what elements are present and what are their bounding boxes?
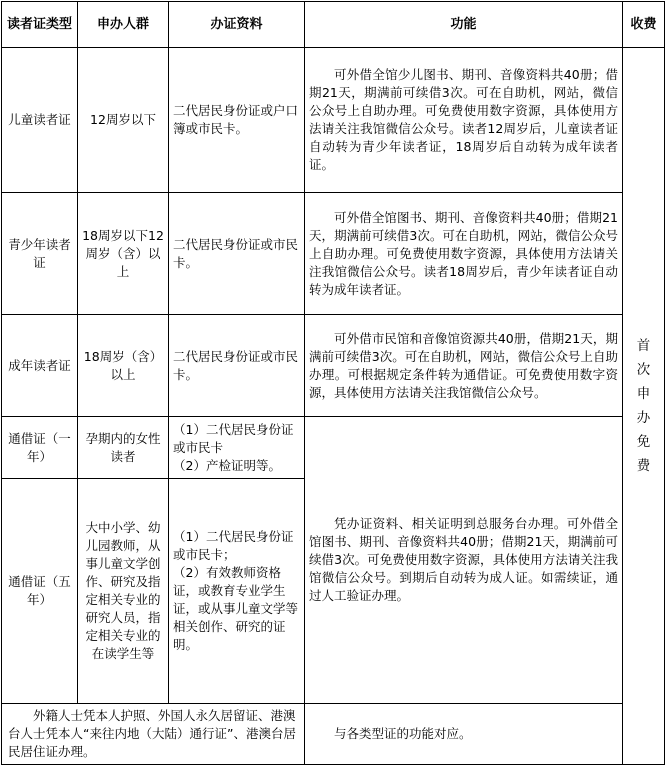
card-type-cell: 通借证（五年） [2,479,78,704]
foreigner-note-cell: 外籍人士凭本人护照、外国人永久居留证、港澳台人士凭本人“来往内地（大陆）通行证”、港澳台居民居住证办理。 [2,704,305,765]
reader-card-table [1,1,665,765]
materials-cell: 二代居民身份证或市民卡。 [169,193,305,315]
header-applicant-group: 申办人群 [78,2,169,48]
header-card-type: 读者证类型 [2,2,78,48]
materials-line: （2）产检证明等。 [173,457,281,473]
fee-text: 首次申办免费 [636,338,651,474]
header-materials: 办证资料 [169,2,305,48]
header-function: 功能 [305,2,623,48]
table-row [2,193,665,315]
function-cell: 可外借全馆图书、期刊、音像资料共40册；借期21天，期满前可续借3次。可在自助机，网站，微信公众号上自助办理。可免费使用数字资源，具体使用方法请关注我馆微信公众号。读者18周岁后，青少年读者证自动转为成年读者证。 [305,193,623,315]
card-type-cell: 青少年读者证 [2,193,78,315]
tongjie-function-cell: 凭办证资料、相关证明到总服务台办理。可外借全馆图书、期刊、音像资料共40册；借期21天，期满前可续借3次。可免费使用数字资源，具体使用方法请关注我馆微信公众号。到期后自动转为成人证。如需续证，通过人工验证办理。 [305,417,623,704]
foreigner-function-cell: 与各类型证的功能对应。 [305,704,623,765]
header-row [2,2,665,48]
table-row [2,48,665,193]
materials-line: （1）二代居民身份证或市民卡 [173,421,294,455]
function-cell: 可外借全馆少儿图书、期刊、音像资料共40册；借期21天，期满前可续借3次。可在自助机，网站，微信公众号上自助办理。可免费使用数字资源，具体使用方法请关注我馆微信公众号。读者12周岁后，儿童读者证自动转为青少年读者证，18周岁后自动转为成年读者证。 [305,48,623,193]
applicant-group-cell: 12周岁以下 [78,48,169,193]
fee-cell [623,48,665,765]
footer-row [2,704,665,765]
applicant-group-cell: 大中小学、幼儿园教师，从事儿童文学创作、研究及指定相关专业的研究人员，指定相关专业的在读学生等 [78,479,169,704]
table-row [2,315,665,417]
materials-cell: 二代居民身份证或市民卡。 [169,315,305,417]
function-cell: 可外借市民馆和音像馆资源共40册，借期21天，期满前可续借3次。可在自助机，网站，微信公众号上自助办理。可根据规定条件转为通借证。可免费使用数字资源，具体使用方法请关注我馆微信公众号。 [305,315,623,417]
materials-line: （1）二代居民身份证或市民卡； [173,529,294,562]
header-fee: 收费 [623,2,665,48]
table-row [2,417,665,479]
card-type-cell: 通借证（一年） [2,417,78,479]
card-type-cell: 儿童读者证 [2,48,78,193]
materials-cell [169,417,305,479]
applicant-group-cell: 孕期内的女性读者 [78,417,169,479]
materials-cell [169,479,305,704]
card-type-cell: 成年读者证 [2,315,78,417]
applicant-group-cell: 18周岁以下12周岁（含）以上 [78,193,169,315]
applicant-group-cell: 18周岁（含）以上 [78,315,169,417]
materials-cell: 二代居民身份证或户口簿或市民卡。 [169,48,305,193]
materials-line: （2）有效教师资格证，或教育专业学生证，或从事儿童文学等相关创作、研究的证明。 [173,565,299,652]
